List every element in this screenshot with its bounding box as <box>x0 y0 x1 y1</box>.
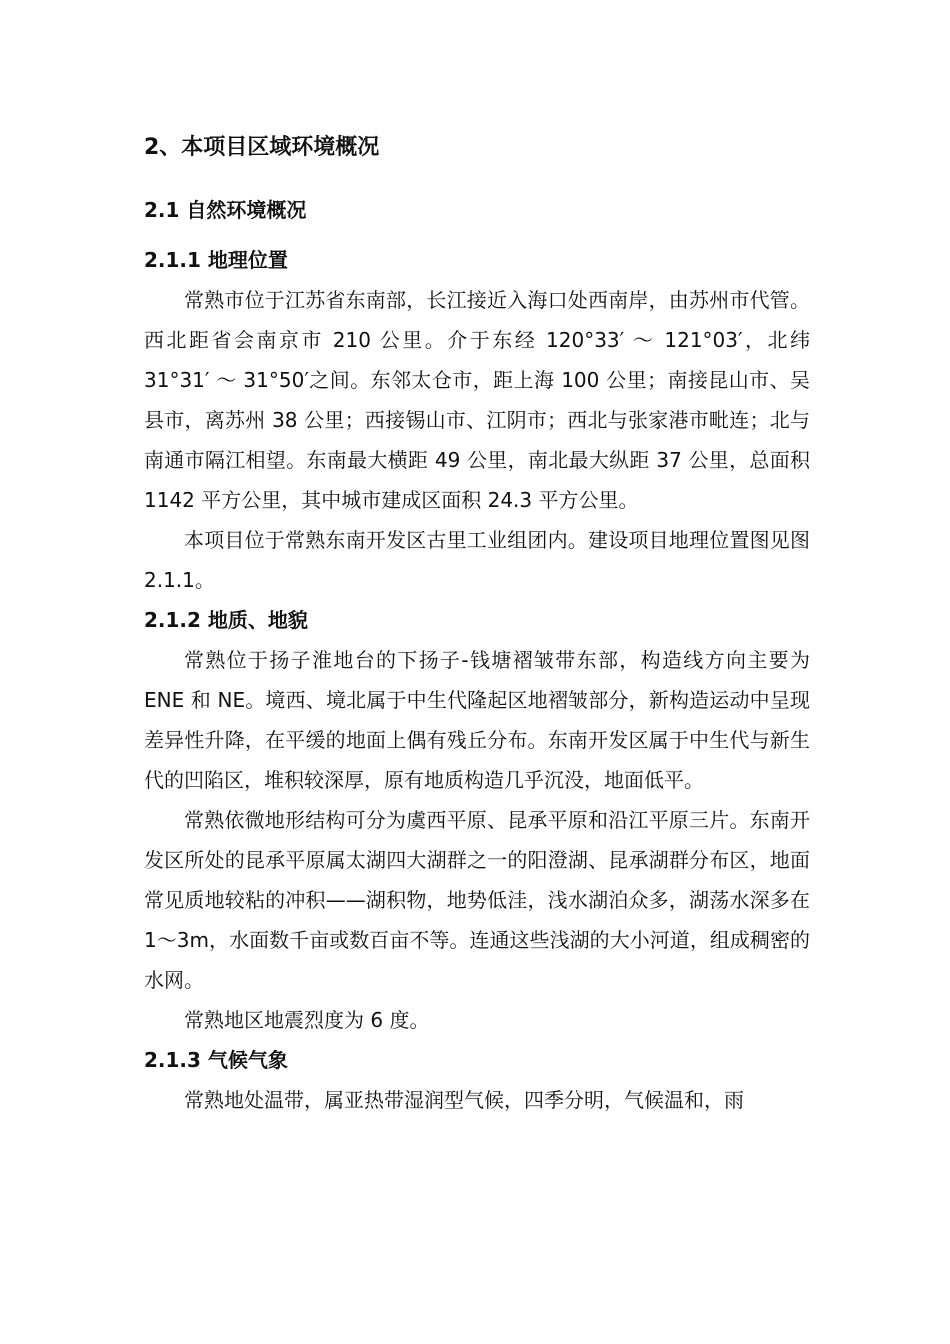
chapter-heading: 2、本项目区域环境概况 <box>144 135 380 160</box>
subsection-heading-location: 2.1.1 地理位置 <box>144 248 288 272</box>
paragraph-project-site: 本项目位于常熟东南开发区古里工业组团内。建设项目地理位置图见图 2.1.1。 <box>144 528 810 592</box>
paragraph-climate: 常熟地处温带，属亚热带湿润型气候，四季分明，气候温和，雨 <box>184 1088 744 1112</box>
paragraph-geology: 常熟位于扬子淮地台的下扬子-钱塘褶皱带东部，构造线方向主要为 ENE 和 NE。境西、境北属于中生代隆起区地褶皱部分，新构造运动中呈现差异性升降，在平缓的地面上偶有残丘分布。东南开发区属于中生代与新生代的凹陷区，堆积较深厚，原有地质构造几乎沉没，地面低平。 <box>144 648 810 792</box>
subsection-heading-climate: 2.1.3 气候气象 <box>144 1048 288 1072</box>
document-page <box>144 128 810 1120</box>
paragraph-seismic: 常熟地区地震烈度为 6 度。 <box>184 1008 430 1032</box>
paragraph-landform: 常熟依微地形结构可分为虞西平原、昆承平原和沿江平原三片。东南开发区所处的昆承平原属太湖四大湖群之一的阳澄湖、昆承湖群分布区，地面常见质地较粘的冲积——湖积物，地势低洼，浅水湖泊众多，湖荡水深多在 1～3m，水面数千亩或数百亩不等。连通这些浅湖的大小河道，组成稠密的水网。 <box>144 808 810 992</box>
subsection-heading-geology: 2.1.2 地质、地貌 <box>144 608 308 632</box>
paragraph-location: 常熟市位于江苏省东南部，长江接近入海口处西南岸，由苏州市代管。西北距省会南京市 210 公里。介于东经 120°33′ ～ 121°03′，北纬 31°31′ ～ 31°50′之间。东邻太仓市，距上海 100 公里；南接昆山市、吴县市，离苏州 38 公里；西接锡山市、江阴市；西北与张家港市毗连；北与南通市隔江相望。东南最大横距 49 公里，南北最大纵距 37 公里，总面积 1142 平方公里，其中城市建成区面积 24.3 平方公里。 <box>144 288 810 512</box>
section-heading: 2.1 自然环境概况 <box>144 198 307 222</box>
